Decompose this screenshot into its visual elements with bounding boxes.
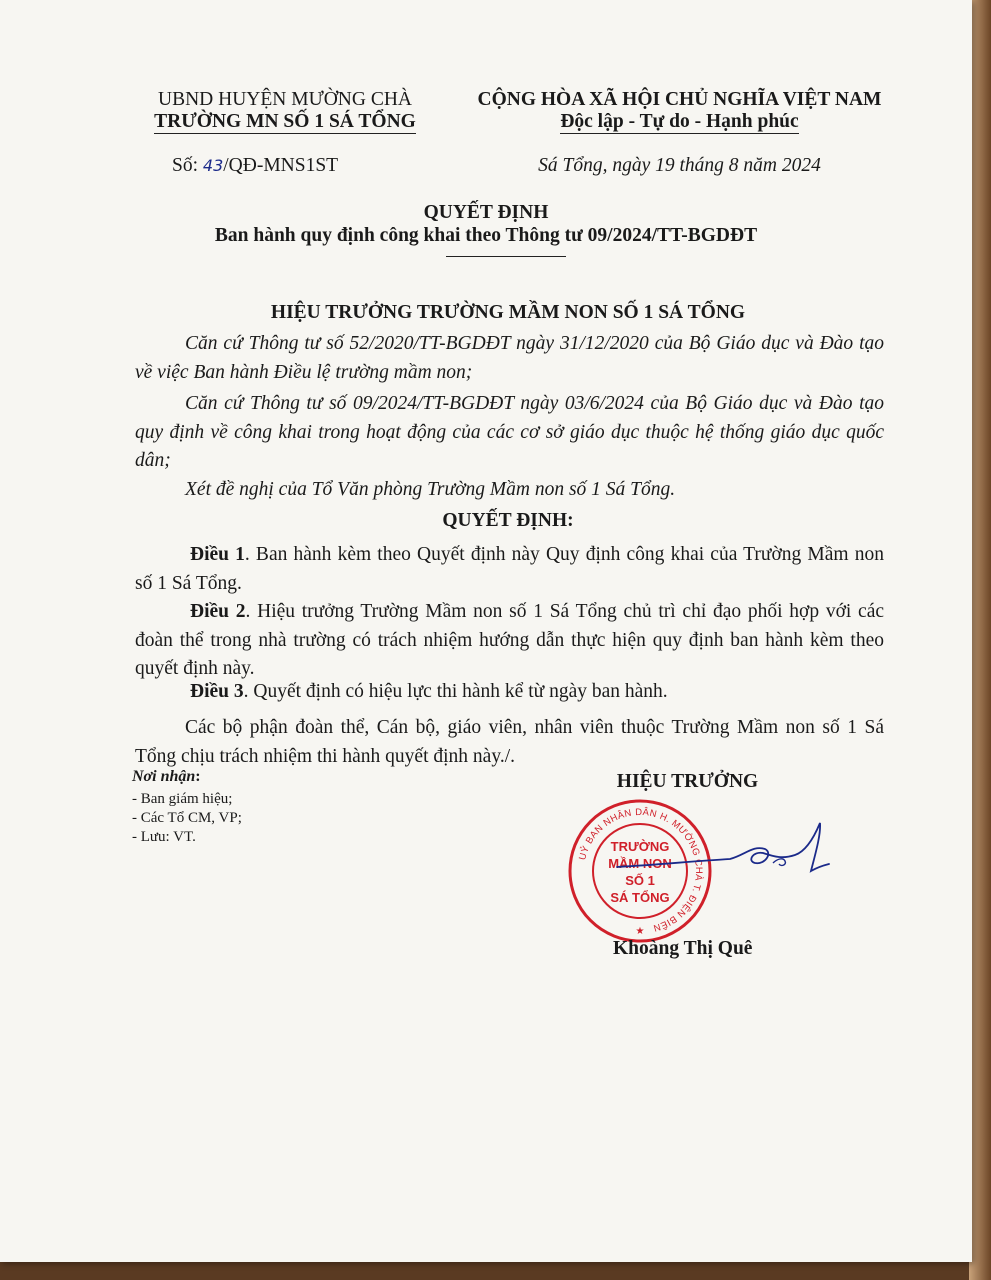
issuing-authority: HIỆU TRƯỞNG TRƯỜNG MẦM NON SỐ 1 SÁ TỔNG <box>270 302 746 323</box>
issuer-school-text: TRƯỜNG MN SỐ 1 SÁ TỔNG <box>154 111 416 132</box>
decision-subtitle: Ban hành quy định công khai theo Thông tư 09/2024/TT-BGDĐT <box>214 225 758 246</box>
article-3-text: . Quyết định có hiệu lực thi hành kể từ ngày ban hành. <box>243 681 668 702</box>
preamble-1: Căn cứ Thông tư số 52/2020/TT-BGDĐT ngày 31/12/2020 của Bộ Giáo dục và Đào tạo về việc Ban hành Điều lệ trường mầm non; <box>135 333 884 383</box>
handwritten-signature <box>615 815 830 885</box>
article-3-label: Điều 3 <box>190 681 244 702</box>
article-2 <box>135 598 884 684</box>
decision-title: QUYẾT ĐỊNH <box>423 202 549 223</box>
seal-line-1: TRƯỜNG <box>610 839 670 854</box>
place-date: Sá Tổng, ngày 19 tháng 8 năm 2024 <box>538 155 821 176</box>
title-rule <box>446 256 566 257</box>
seal-line-3: SỐ 1 <box>625 873 655 888</box>
closing-paragraph: Các bộ phận đoàn thể, Cán bộ, giáo viên, nhân viên thuộc Trường Mầm non số 1 Sá Tổng chịu trách nhiệm thi hành quyết định này./. <box>135 717 884 767</box>
article-2-label: Điều 2 <box>190 601 246 622</box>
document-number <box>172 155 338 177</box>
decision-heading: QUYẾT ĐỊNH: <box>442 510 574 531</box>
handwritten-number: 43 <box>202 156 224 175</box>
article-1 <box>135 541 884 598</box>
recipient-item: - Các Tổ CM, VP; <box>132 810 242 826</box>
recipients-heading <box>132 768 201 786</box>
article-1-text: . Ban hành kèm theo Quyết định này Quy định công khai của Trường Mầm non số 1 Sá Tổng. <box>135 544 884 594</box>
seal-line-4: SÁ TỔNG <box>610 890 670 905</box>
recipients-heading-text: Nơi nhận <box>132 768 196 785</box>
issuer-school <box>135 111 435 133</box>
issuer-authority: UBND HUYỆN MƯỜNG CHÀ <box>157 89 412 110</box>
national-motto-text: Độc lập - Tự do - Hạnh phúc <box>560 111 799 132</box>
seal-ring-text: UỶ BAN NHÂN DÂN H. MƯỜNG CHÀ T. ĐIỆN BIÊN <box>577 806 705 934</box>
signer-title: HIỆU TRƯỞNG <box>616 771 759 792</box>
signer-name: Khoàng Thị Quê <box>613 938 753 959</box>
article-1-label: Điều 1 <box>190 544 245 565</box>
number-suffix: /QĐ-MNS1ST <box>223 155 339 176</box>
recipient-item: - Lưu: VT. <box>132 829 196 845</box>
preamble-3: Xét đề nghị của Tổ Văn phòng Trường Mầm non số 1 Sá Tổng. <box>185 479 676 500</box>
article-2-text: . Hiệu trưởng Trường Mầm non số 1 Sá Tổng chủ trì chỉ đạo phối hợp với các đoàn thể trong nhà trường có trách nhiệm hướng dẫn thực hiện quy định ban hành kèm theo quyết định này. <box>135 601 885 679</box>
recipient-item: - Ban giám hiệu; <box>132 791 233 807</box>
preamble-2: Căn cứ Thông tư số 09/2024/TT-BGDĐT ngày 03/6/2024 của Bộ Giáo dục và Đào tạo quy định về công khai trong hoạt động của các cơ sở giáo dục thuộc hệ thống giáo dục quốc dân; <box>135 393 884 471</box>
seal-line-2: MẦM NON <box>608 856 672 871</box>
number-prefix: Số: <box>172 155 203 176</box>
table-surface <box>969 0 991 1280</box>
article-3 <box>135 678 884 707</box>
national-motto <box>462 111 897 133</box>
recipients-colon: : <box>195 768 201 785</box>
national-title: CỘNG HÒA XÃ HỘI CHỦ NGHĨA VIỆT NAM <box>477 89 882 110</box>
svg-text:★: ★ <box>635 926 645 937</box>
